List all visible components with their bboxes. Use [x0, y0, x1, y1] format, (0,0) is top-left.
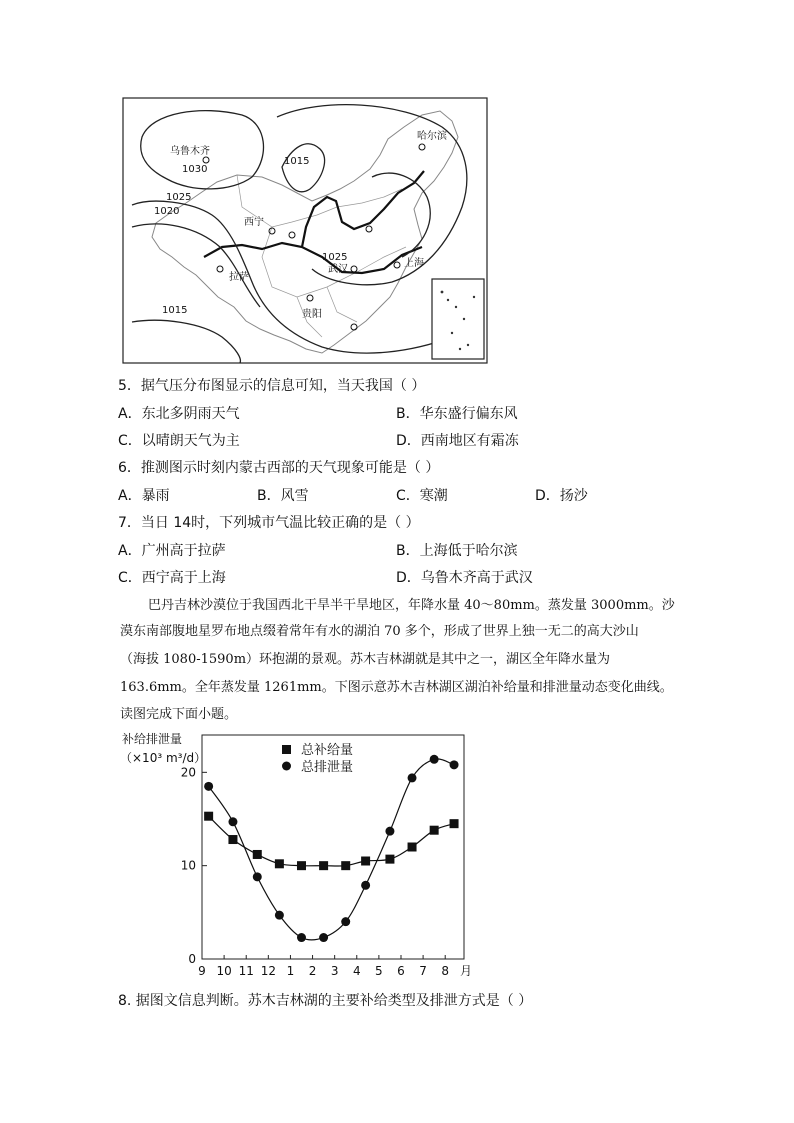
map-label-harbin: 哈尔滨 — [417, 131, 447, 142]
recharge-point — [275, 859, 284, 868]
series-line-discharge — [209, 759, 454, 940]
question-7-option-c[interactable]: C．西宁高于上海 — [118, 570, 226, 586]
passage-line-3: （海拔 1080-1590m）环抱湖的景观。苏木吉林湖就是其中之一，湖区全年降水量为 — [120, 652, 611, 667]
question-7-option-b[interactable]: B．上海低于哈尔滨 — [396, 543, 518, 559]
passage-line-4: 163.6mm。全年蒸发量 1261mm。下图示意苏木吉林湖区湖泊补给量和排泄量动态变化曲线。 — [120, 680, 673, 695]
recharge-point — [341, 861, 350, 870]
recharge-point — [430, 826, 439, 835]
map-label-xining: 西宁 — [244, 217, 264, 228]
map-label-shanghai: 上海 — [404, 258, 424, 269]
legend-circle-marker — [282, 762, 291, 771]
question-6-option-c[interactable]: C．寒潮 — [396, 488, 448, 504]
x-tick-label: 8 — [441, 964, 450, 978]
discharge-point — [253, 872, 262, 881]
discharge-point — [297, 933, 306, 942]
isobar-label-1015-southwest: 1015 — [162, 305, 188, 316]
recharge-point — [385, 855, 394, 864]
discharge-point — [408, 773, 417, 782]
y-tick-label: 10 — [180, 858, 196, 873]
y-tick-label: 20 — [180, 765, 196, 780]
chart-ylabel-line2: （×10³ m³/d） — [120, 751, 207, 765]
x-tick-label: 5 — [375, 964, 383, 978]
x-tick-label: 11 — [238, 964, 254, 978]
x-tick-label: 1 — [286, 964, 295, 978]
discharge-point — [275, 911, 284, 920]
x-tick-label: 2 — [308, 964, 317, 978]
discharge-point — [450, 760, 459, 769]
x-tick-label: 4 — [352, 964, 361, 978]
question-6-option-b[interactable]: B．风雪 — [257, 488, 309, 504]
x-tick-label: 7 — [419, 964, 427, 978]
legend-label-discharge: 总排泄量 — [301, 760, 354, 775]
south-china-sea-inset — [432, 279, 484, 359]
series-line-recharge — [209, 816, 454, 866]
recharge-discharge-chart — [118, 726, 478, 984]
isobar-label-1030: 1030 — [182, 164, 208, 175]
recharge-point — [319, 861, 328, 870]
discharge-point — [385, 827, 394, 836]
chart-ylabel-line1: 补给排泄量 — [122, 732, 183, 746]
recharge-point — [228, 835, 237, 844]
x-unit-label: 月 — [459, 964, 473, 978]
recharge-point — [253, 850, 262, 859]
y-tick-label: 0 — [188, 952, 196, 966]
question-5-option-a[interactable]: A．东北多阴雨天气 — [118, 406, 240, 422]
discharge-point — [341, 917, 350, 926]
map-label-urumqi: 乌鲁木齐 — [170, 146, 210, 157]
isobar-label-1025-west: 1025 — [166, 192, 192, 203]
isobar-label-1020: 1020 — [154, 206, 180, 217]
isobar-label-1015-north: 1015 — [284, 156, 310, 167]
x-tick-label: 12 — [260, 964, 276, 978]
discharge-point — [228, 817, 237, 826]
question-7-stem: 7．当日 14时，下列城市气温比较正确的是（ ） — [118, 515, 420, 531]
recharge-point — [361, 857, 370, 866]
question-7-option-a[interactable]: A．广州高于拉萨 — [118, 543, 226, 559]
question-6-option-a[interactable]: A．暴雨 — [118, 488, 170, 504]
x-tick-label: 10 — [216, 964, 232, 978]
question-5-option-c[interactable]: C．以晴朗天气为主 — [118, 433, 240, 449]
x-tick-label: 3 — [330, 964, 339, 978]
x-tick-label: 6 — [397, 964, 405, 978]
x-tick-label: 9 — [198, 964, 206, 978]
discharge-point — [361, 881, 370, 890]
recharge-point — [204, 812, 213, 821]
discharge-point — [204, 782, 213, 791]
recharge-point — [297, 861, 306, 870]
map-label-guiyang: 贵阳 — [302, 309, 322, 320]
isobar-label-1025-central: 1025 — [322, 252, 348, 263]
map-label-lhasa: 拉萨 — [229, 272, 249, 283]
question-5-stem: 5．据气压分布图显示的信息可知，当天我国（ ） — [118, 378, 426, 394]
question-7-option-d[interactable]: D．乌鲁木齐高于武汉 — [396, 570, 533, 586]
question-5-option-b[interactable]: B．华东盛行偏东风 — [396, 406, 518, 422]
passage-line-5: 读图完成下面小题。 — [120, 707, 238, 722]
recharge-point — [450, 819, 459, 828]
discharge-point — [430, 755, 439, 764]
passage-line-1: 巴丹吉林沙漠位于我国西北干旱半干旱地区，年降水量 40～80mm。蒸发量 3000mm。沙 — [148, 598, 675, 613]
pressure-map — [122, 97, 488, 365]
passage-line-2: 漠东南部腹地星罗布地点缀着常年有水的湖泊 70 多个，形成了世界上独一无二的高大沙山 — [120, 624, 639, 639]
map-label-wuhan: 武汉 — [328, 264, 348, 275]
question-8-stem: 8. 据图文信息判断。苏木吉林湖的主要补给类型及排泄方式是（ ） — [118, 993, 533, 1009]
question-5-option-d[interactable]: D．西南地区有霜冻 — [396, 433, 519, 449]
legend-square-marker — [282, 745, 291, 754]
question-6-stem: 6．推测图示时刻内蒙古西部的天气现象可能是（ ） — [118, 460, 440, 476]
question-6-option-d[interactable]: D．扬沙 — [535, 488, 588, 504]
legend-label-recharge: 总补给量 — [301, 743, 354, 758]
discharge-point — [319, 933, 328, 942]
recharge-point — [408, 843, 417, 852]
